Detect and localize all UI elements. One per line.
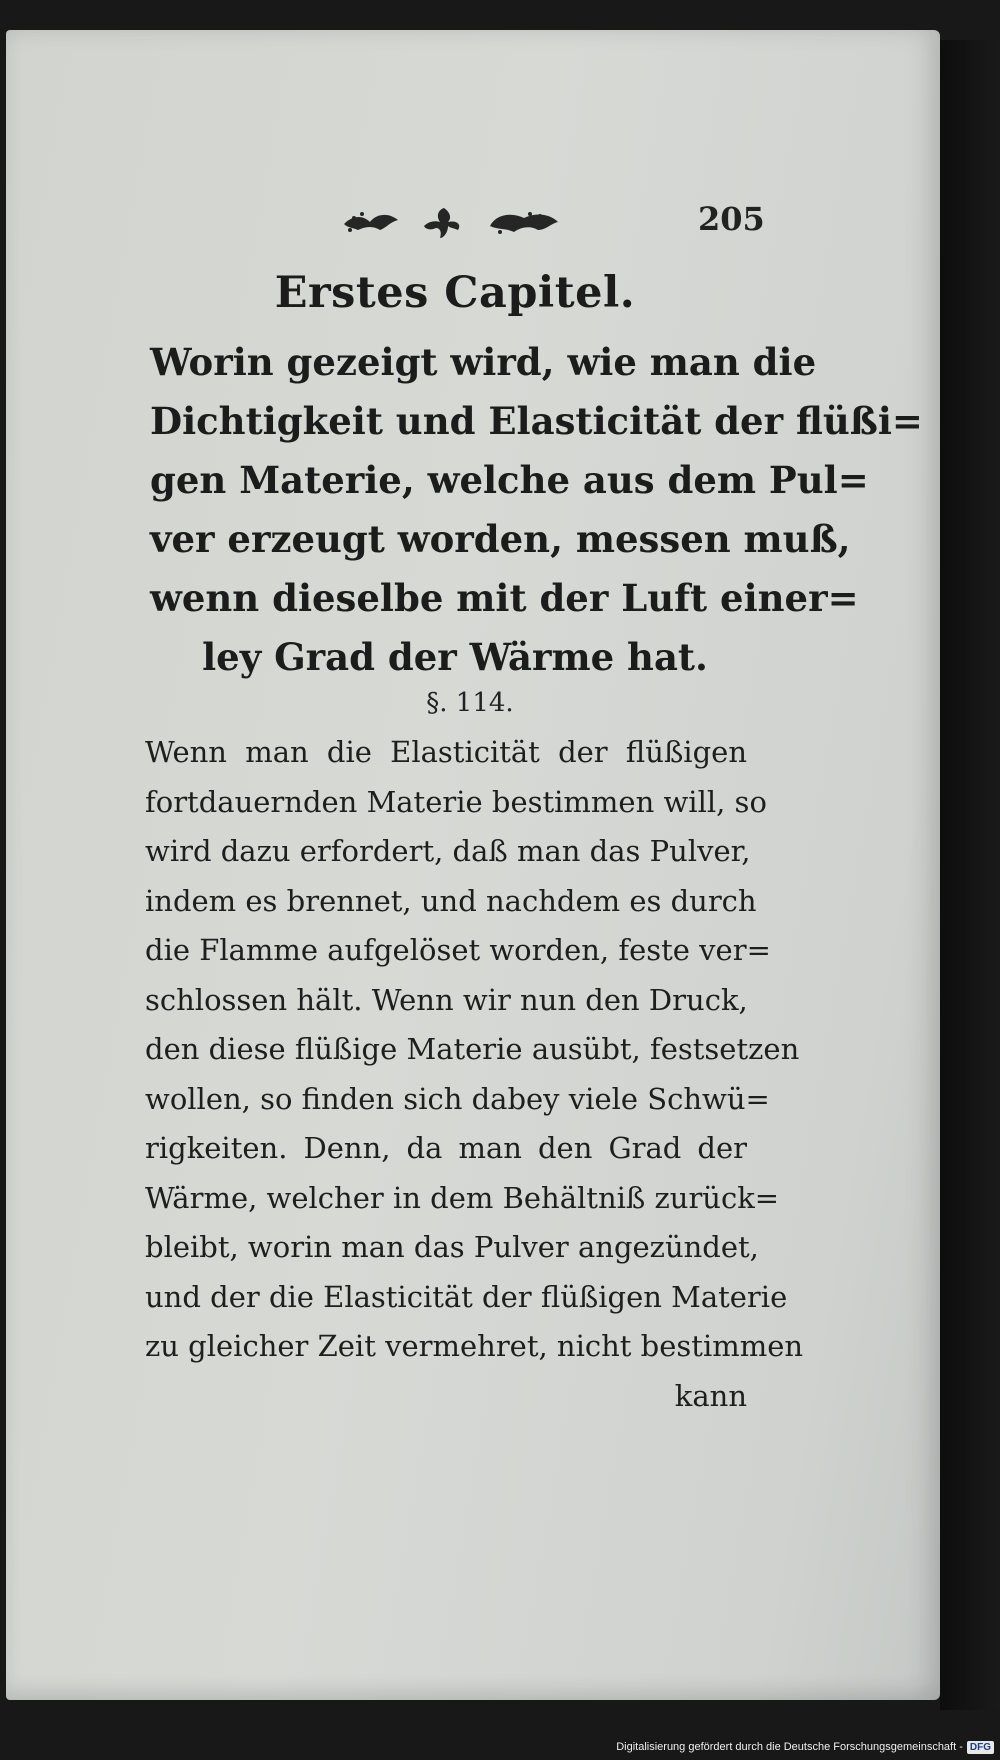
heading-line: Worin gezeigt wird, wie man die	[150, 340, 817, 384]
body-line: Wärme, welcher in dem Behältniß zurück=	[145, 1180, 780, 1215]
body-line: die Flamme aufgelöset worden, feste ver=	[145, 933, 771, 967]
digitization-credit	[616, 1738, 994, 1756]
body-line: wird dazu erfordert, daß man das Pulver,	[145, 834, 751, 868]
body-line: und der die Elasticität der flüßigen Materie	[145, 1279, 788, 1314]
chapter-heading	[150, 333, 923, 687]
heading-line: gen Materie, welche aus dem Pul=	[150, 458, 869, 502]
body-line: rigkeiten. Denn, da man den Grad der	[145, 1131, 747, 1165]
body-line: fortdauernden Materie bestimmen will, so	[145, 784, 767, 819]
body-line: zu gleicher Zeit vermehret, nicht bestimmen	[145, 1329, 804, 1363]
body-line: wollen, so finden sich dabey viele Schwü=	[145, 1081, 770, 1116]
running-header	[340, 200, 765, 248]
fleuron-ornament-icon	[340, 202, 580, 242]
credit-text: Digitalisierung gefördert durch die Deutsche Forschungsgemeinschaft -	[616, 1741, 963, 1753]
body-line: Wenn man die Elasticität der flüßigen	[145, 735, 747, 769]
book-edge	[940, 40, 1000, 1710]
page-number: 205	[698, 200, 765, 238]
heading-line: Dichtigkeit und Elasticität der flüßi=	[150, 399, 923, 443]
catchword: kann	[674, 1378, 747, 1413]
body-line: schlossen hält. Wenn wir nun den Druck,	[145, 982, 748, 1017]
heading-line: ver erzeugt worden, messen muß,	[150, 517, 851, 561]
body-text	[145, 728, 804, 1421]
heading-line: wenn dieselbe mit der Luft einer=	[150, 576, 859, 620]
body-line: bleibt, worin man das Pulver angezündet,	[145, 1230, 759, 1264]
body-line: den diese flüßige Materie ausübt, festsetzen	[145, 1032, 800, 1066]
dfg-logo-icon: DFG	[967, 1741, 994, 1754]
chapter-title: Erstes Capitel.	[274, 268, 636, 318]
section-number: §. 114.	[426, 688, 514, 718]
body-line: indem es brennet, und nachdem es durch	[145, 883, 757, 918]
heading-line: ley Grad der Wärme hat.	[202, 635, 708, 679]
